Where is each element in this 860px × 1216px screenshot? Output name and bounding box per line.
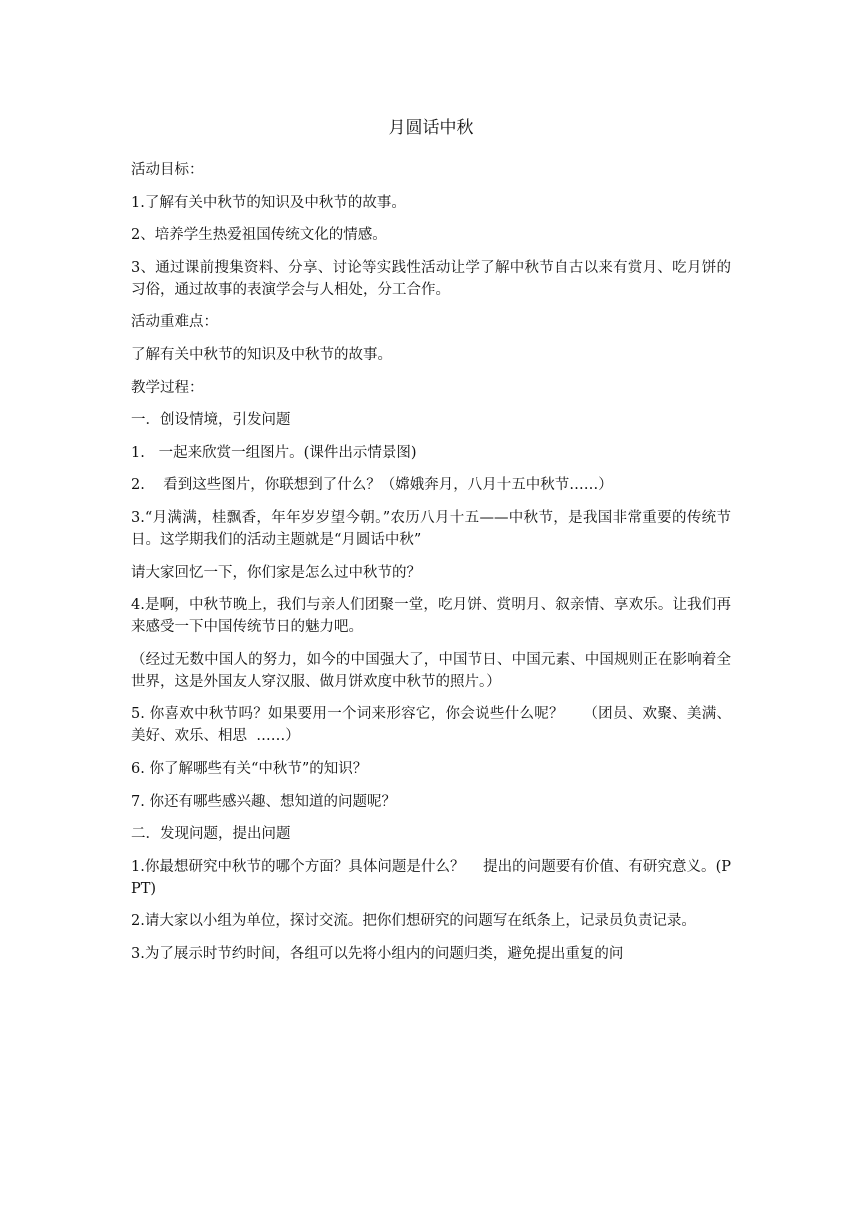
process-step-heading-1: 一．创设情境，引发问题 [131,412,291,429]
process-item: 2.请大家以小组为单位，探讨交流。把你们想研究的问题写在纸条上，记录员负责记录。 [131,913,696,930]
process-item: 7. 你还有哪些感兴趣、想知道的问题呢？ [131,793,396,810]
section-heading-process: 教学过程： [131,379,204,396]
goal-item-3: 3、通过课前搜集资料、分享、讨论等实践性活动让学了解中秋节自古以来有赏月、吃月饼的习俗，通过故事的表演学会与人相处，分工合作。 [131,259,731,298]
section-heading-key-points: 活动重难点： [131,314,218,331]
process-item: 1. 一起来欣赏一组图片。(课件出示情景图) [131,444,417,461]
process-step-heading-2: 二．发现问题，提出问题 [131,826,291,843]
process-item: 6. 你了解哪些有关“中秋节”的知识？ [131,760,368,777]
process-item: 3.“月满满，桂飘香，年年岁岁望今朝。”农历八月十五——中秋节，是我国非常重要的传统节日。这学期我们的活动主题就是“月圆话中秋” [131,509,731,548]
process-item: 2. 看到这些图片，你联想到了什么？（嫦娥奔月，八月十五中秋节……） [131,477,613,494]
document-title: 月圆话中秋 [388,118,474,138]
process-item: 1.你最想研究中秋节的哪个方面？具体问题是什么？ 提出的问题要有价值、有研究意义。(PPT) [131,858,731,897]
goal-item-1: 1.了解有关中秋节的知识及中秋节的故事。 [131,194,406,211]
document-body [131,153,731,969]
section-heading-goals: 活动目标： [131,162,204,178]
process-item: 3.为了展示时节约时间，各组可以先将小组内的问题归类，避免提出重复的问 [131,945,624,962]
process-item: 请大家回忆一下，你们家是怎么过中秋节的？ [131,564,421,581]
process-item: 5. 你喜欢中秋节吗？如果要用一个词来形容它，你会说些什么呢？ （团员、欢聚、美满、美好、欢乐、相思 ……） [131,706,731,745]
process-item: 4.是啊，中秋节晚上，我们与亲人们团聚一堂，吃月饼、赏明月、叙亲情、享欢乐。让我们再来感受一下中国传统节日的魅力吧。 [131,597,731,636]
process-note: （经过无数中国人的努力，如今的中国强大了，中国节日、中国元素、中国规则正在影响着全世界，这是外国友人穿汉服、做月饼欢度中秋节的照片。） [131,651,731,690]
key-points-text: 了解有关中秋节的知识及中秋节的故事。 [131,346,392,363]
goal-item-2: 2、培养学生热爱祖国传统文化的情感。 [131,227,387,244]
